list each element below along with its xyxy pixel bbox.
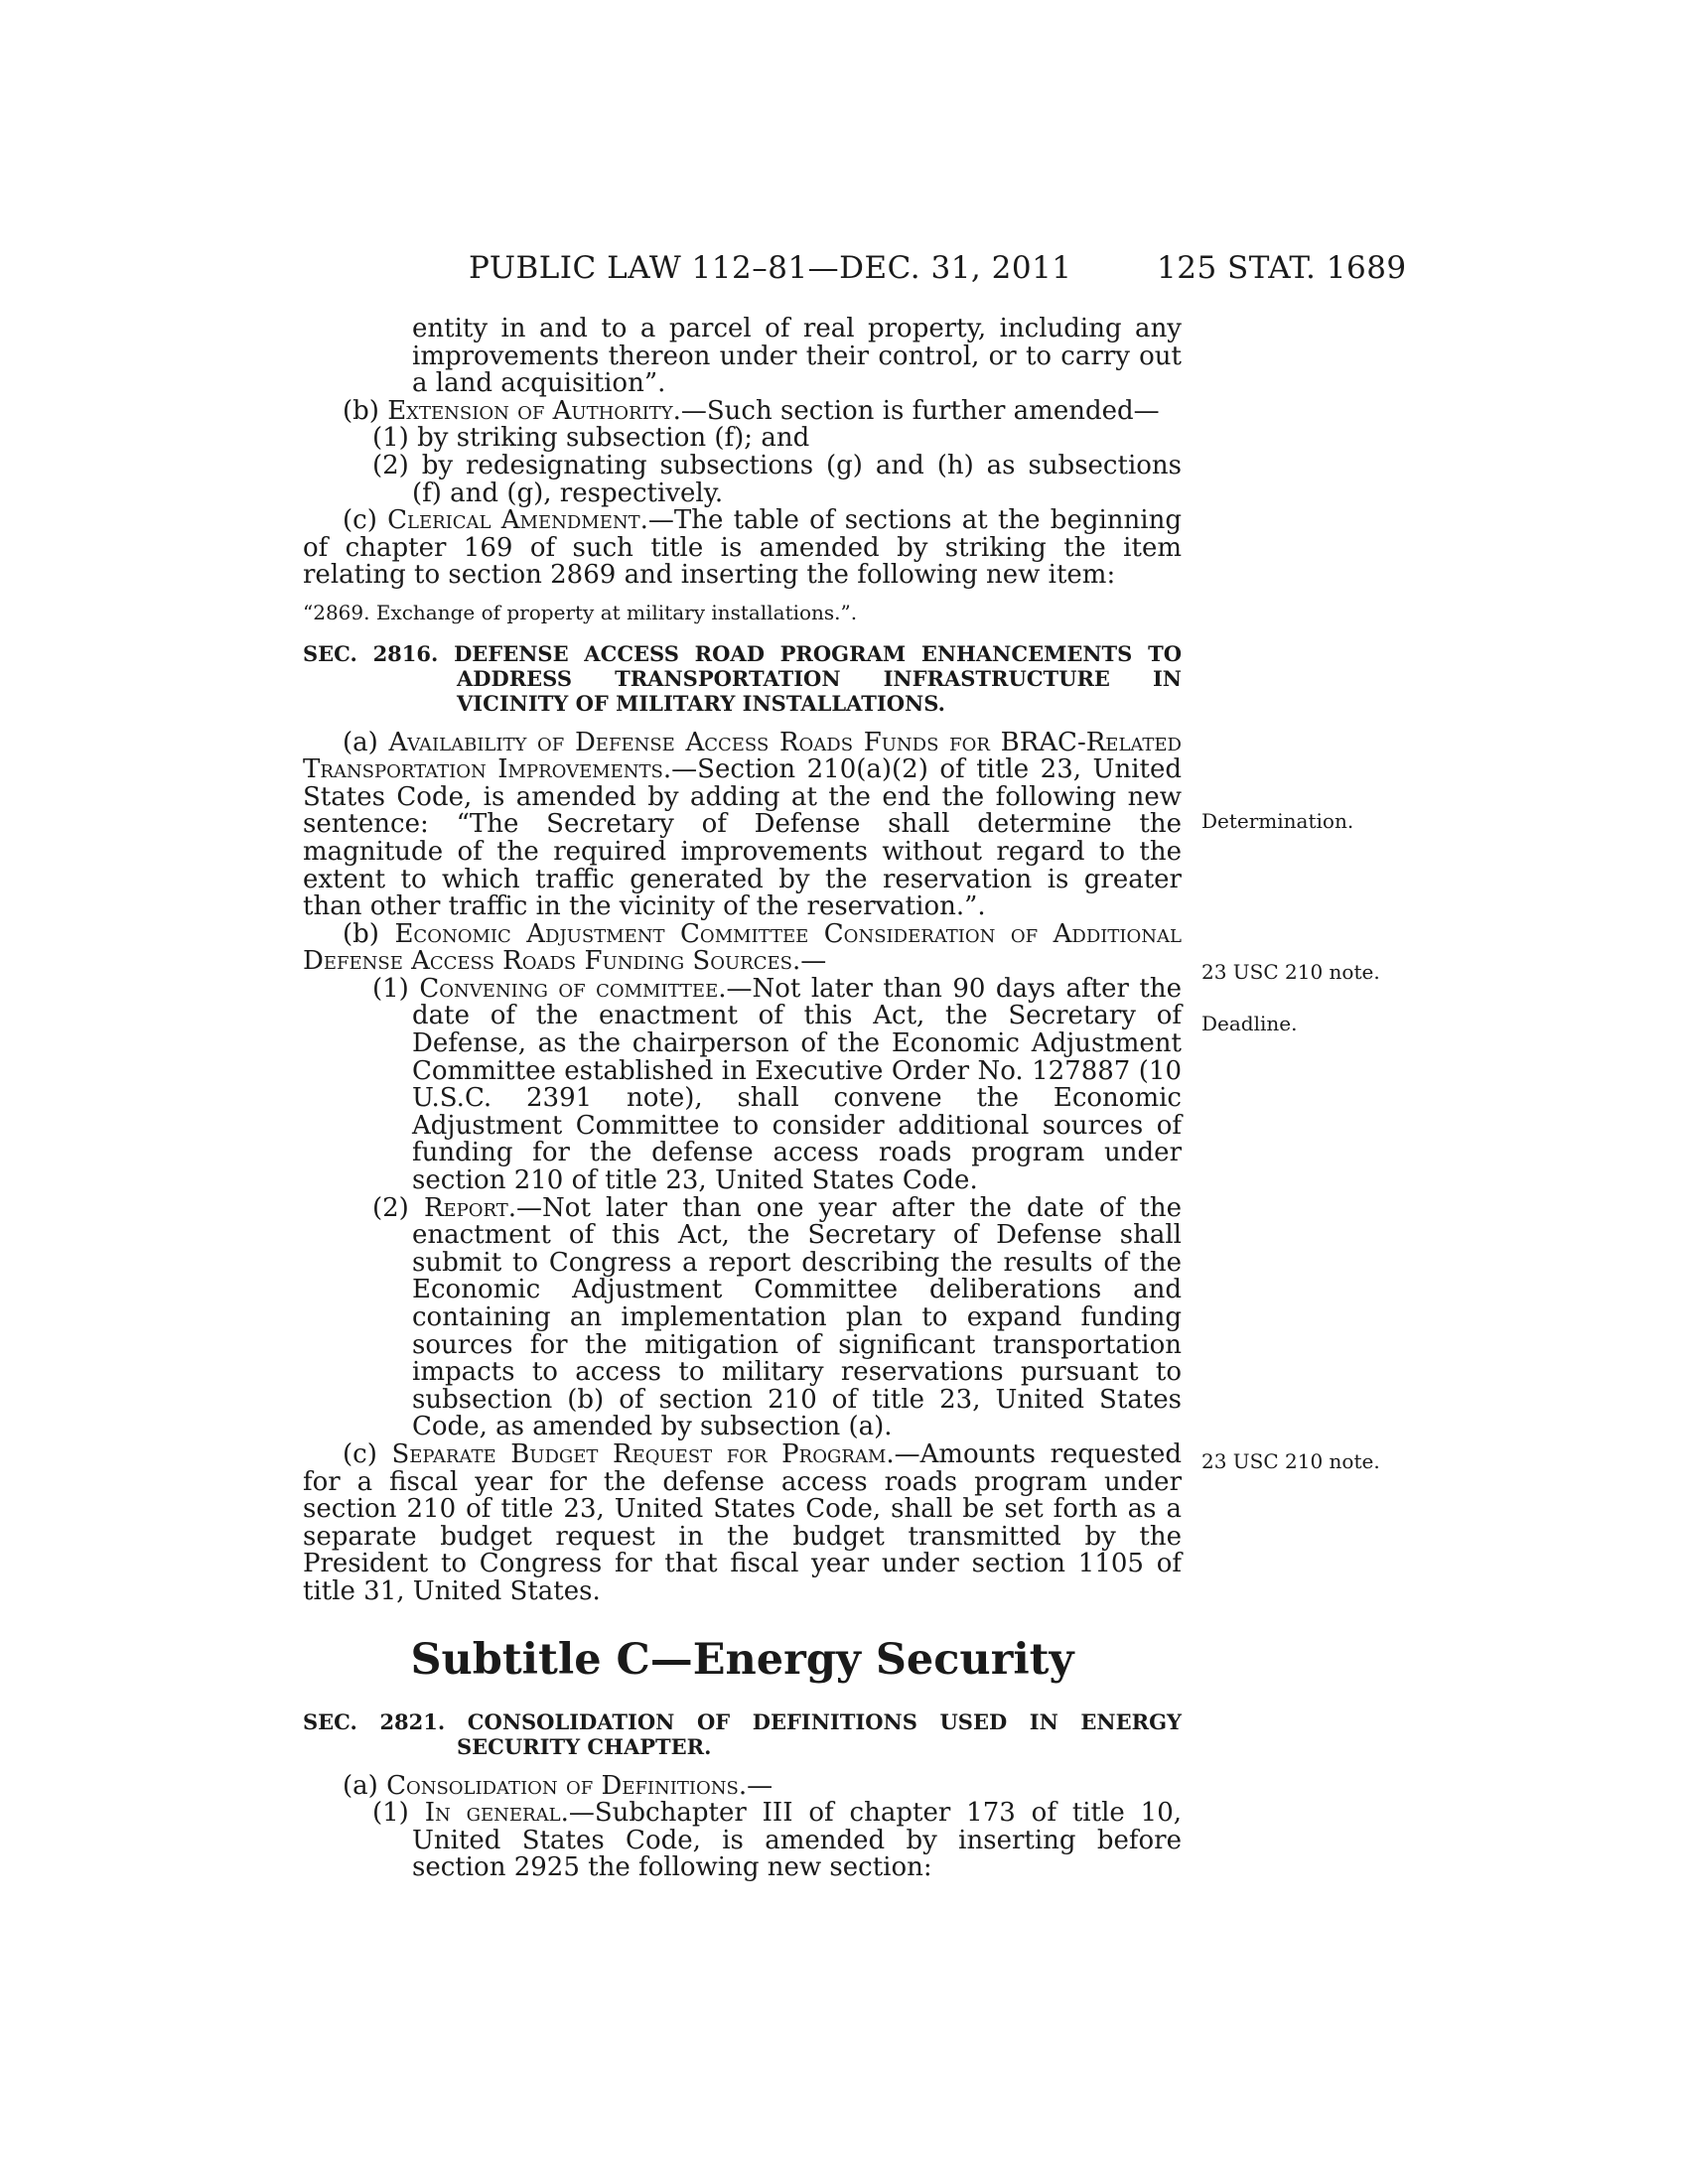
sec2816-subsection-c: (c) Separate Budget Request for Program.—Amounts requested for a fiscal year for the defense access roads program under section 210 of title 23, United States Code, shall be set forth as a separate budget request in the budget transmitted by the President to Congress for that fiscal year under section 1105 of title 31, United States. [303, 1438, 1182, 1606]
margin-note-usc-1: 23 USC 210 note. [1201, 960, 1380, 984]
sec2816-subsection-a: (a) Availability of Defense Access Roads Funds for BRAC-Related Transportation Improvements.—Section 210(a)(2) of title 23, United States Code, is amended by adding at the end the following new sentence: “The Secretary of Defense shall determine the magnitude of the required improvements without regard to the extent to which traffic generated by the reservation is greater than other traffic in the vicinity of the reservation.”. [303, 727, 1183, 922]
running-header-page: 125 STAT. 1689 [1157, 250, 1407, 286]
subsection-b: (b) Extension of Authority.—Such section is further amended— [343, 395, 1160, 426]
body-text [303, 316, 1182, 1882]
paragraph-continued: entity in and to a parcel of real property, including any improvements thereon under their control, or to carry out a land acquisition”. [412, 314, 1182, 399]
margin-note-deadline: Deadline. [1201, 1012, 1298, 1035]
table-of-sections-item: “2869. Exchange of property at military installations.”. [303, 600, 858, 624]
section-2821-heading: SEC. 2821. CONSOLIDATION OF DEFINITIONS USED IN ENERGY SECURITY CHAPTER. [303, 1708, 1182, 1759]
sec2816-subsection-b: (b) Economic Adjustment Committee Consideration of Additional Defense Access Roads Funding Sources.— [303, 918, 1182, 977]
paragraph-b2: (2) by redesignating subsections (g) and (h) as subsections (f) and (g), respectively. [372, 450, 1182, 508]
sec2816-paragraph-b1: (1) Convening of committee.—Not later than 90 days after the date of the enactment of this Act, the Secretary of Defense, as the chairperson of the Economic Adjustment Committee established in Executive Order No. 127887 (10 U.S.C. 2391 note), shall convene the Economic Adjustment Committee to consider additional sources of funding for the defense access roads program under section 210 of title 23, United States Code. [372, 973, 1183, 1196]
sec2821-subsection-a: (a) Consolidation of Definitions.— [343, 1770, 774, 1801]
subtitle-heading: Subtitle C—Energy Security [410, 1634, 1074, 1685]
sec2816-paragraph-b2: (2) Report.—Not later than one year after the date of the enactment of this Act, the Secretary of Defense shall submit to Congress a report describing the results of the Economic Adjustment Committee deliberations and containing an implementation plan to expand funding sources for the mitigation of significant transportation impacts to access to military reservations pursuant to subsection (b) of section 210 of title 23, United States Code, as amended by subsection (a). [372, 1192, 1183, 1442]
margin-note-usc-2: 23 USC 210 note. [1201, 1449, 1380, 1473]
paragraph-b1: (1) by striking subsection (f); and [372, 423, 810, 454]
running-header-title: PUBLIC LAW 112–81—DEC. 31, 2011 [469, 250, 1072, 286]
margin-note-determination: Determination. [1201, 809, 1354, 833]
section-2816-heading: SEC. 2816. DEFENSE ACCESS ROAD PROGRAM ENHANCEMENTS TO ADDRESS TRANSPORTATION INFRASTRUCTURE IN VICINITY OF MILITARY INSTALLATIONS. [303, 640, 1182, 716]
subsection-c: (c) Clerical Amendment.—The table of sections at the beginning of chapter 169 of such title is amended by striking the item relating to section 2869 and inserting the following new item: [303, 505, 1182, 591]
sec2821-paragraph-a1: (1) In general.—Subchapter III of chapter 173 of title 10, United States Code, is amended by inserting before section 2925 the following new section: [372, 1798, 1183, 1883]
